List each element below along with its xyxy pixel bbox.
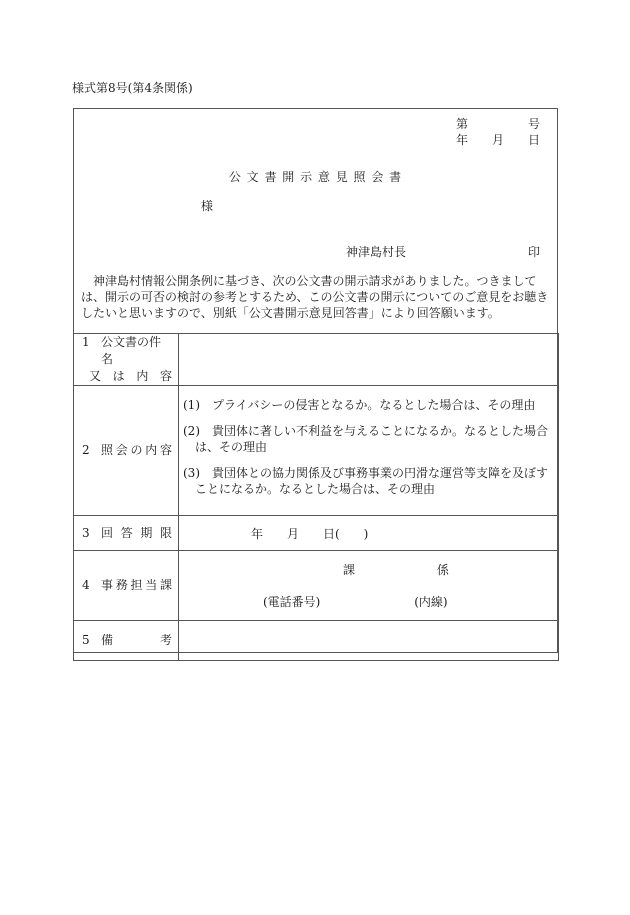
row2-label: 照会の内容 (101, 443, 172, 457)
row5-label-cell (74, 621, 179, 661)
row1-number: 1 (82, 335, 90, 349)
table-row-document-name (74, 334, 559, 386)
row4-number: 4 (82, 578, 90, 592)
deadline-date-placeholder: 年 月 日( ) (251, 526, 369, 541)
form-table (73, 333, 559, 661)
row2-label-cell (74, 386, 179, 516)
subsection-label: 係 (436, 563, 449, 577)
row3-number: 3 (82, 525, 90, 540)
row2-content-cell (179, 386, 559, 516)
row4-label-cell (74, 551, 179, 621)
row2-number: 2 (82, 443, 90, 457)
date-month-label: 月 (491, 133, 504, 147)
seal-mark: 印 (527, 245, 540, 259)
table-row-staff-section (74, 551, 559, 621)
date-year-label: 年 (456, 133, 469, 147)
row4-content-cell (179, 551, 559, 621)
intro-paragraph (81, 273, 552, 321)
row5-label: 備考 (101, 633, 172, 647)
phone-number-label: (電話番号) (263, 595, 321, 609)
document-title: 公 文 書 開 示 意 見 照 会 書 (228, 170, 403, 184)
row1-content-cell (179, 334, 559, 386)
document-frame (73, 108, 558, 653)
extension-label: (内線) (414, 595, 448, 609)
inquiry-item-2: (2) 貴団体に著しい不利益を与えることになるか。なるとした場合は、その理由 (183, 424, 549, 454)
row1-label-line1: 公文書の件名 (101, 335, 162, 366)
date-line (456, 132, 540, 148)
row5-number: 5 (82, 633, 90, 647)
row3-content-cell (179, 516, 559, 551)
doc-number-prefix: 第 (456, 117, 469, 131)
intro-line: は、開示の可否の検討の参考とするため、この公文書の開示についてのご意見をお聴き (81, 290, 549, 304)
table-row-remarks (74, 621, 559, 661)
row1-label-cell (74, 334, 179, 386)
sender-name: 神津島村長 (346, 245, 407, 259)
intro-line: 神津島村情報公開条例に基づき、次の公文書の開示請求がありました。つきまして (81, 274, 537, 288)
table-row-reply-deadline (74, 516, 559, 551)
reference-block (456, 116, 540, 148)
row4-label: 事務担当課 (101, 578, 172, 592)
section-label: 課 (343, 563, 356, 577)
form-number-label: 様式第8号(第4条関係) (72, 81, 193, 95)
addressee-honorific: 様 (201, 199, 214, 213)
sender-line (346, 243, 540, 260)
row1-label-line2: 又は内容 (89, 369, 172, 383)
intro-line: したいと思いますので、別紙「公文書開示意見回答書」により回答願います。 (81, 306, 500, 320)
inquiry-item-3: (3) 貴団体との協力関係及び事務事業の円滑な運営等支障を及ぼすことになるか。なるとした場合は、その理由 (183, 466, 549, 496)
date-day-label: 日 (527, 133, 540, 147)
row3-label-cell (74, 516, 179, 551)
inquiry-item-1: (1) プライバシーの侵害となるか。なるとした場合は、その理由 (183, 398, 536, 412)
row5-content-cell (179, 621, 559, 661)
row3-label: 回答期限 (101, 525, 172, 540)
table-row-inquiry-content (74, 386, 559, 516)
doc-number-suffix: 号 (527, 117, 540, 131)
doc-number-line (456, 116, 540, 132)
